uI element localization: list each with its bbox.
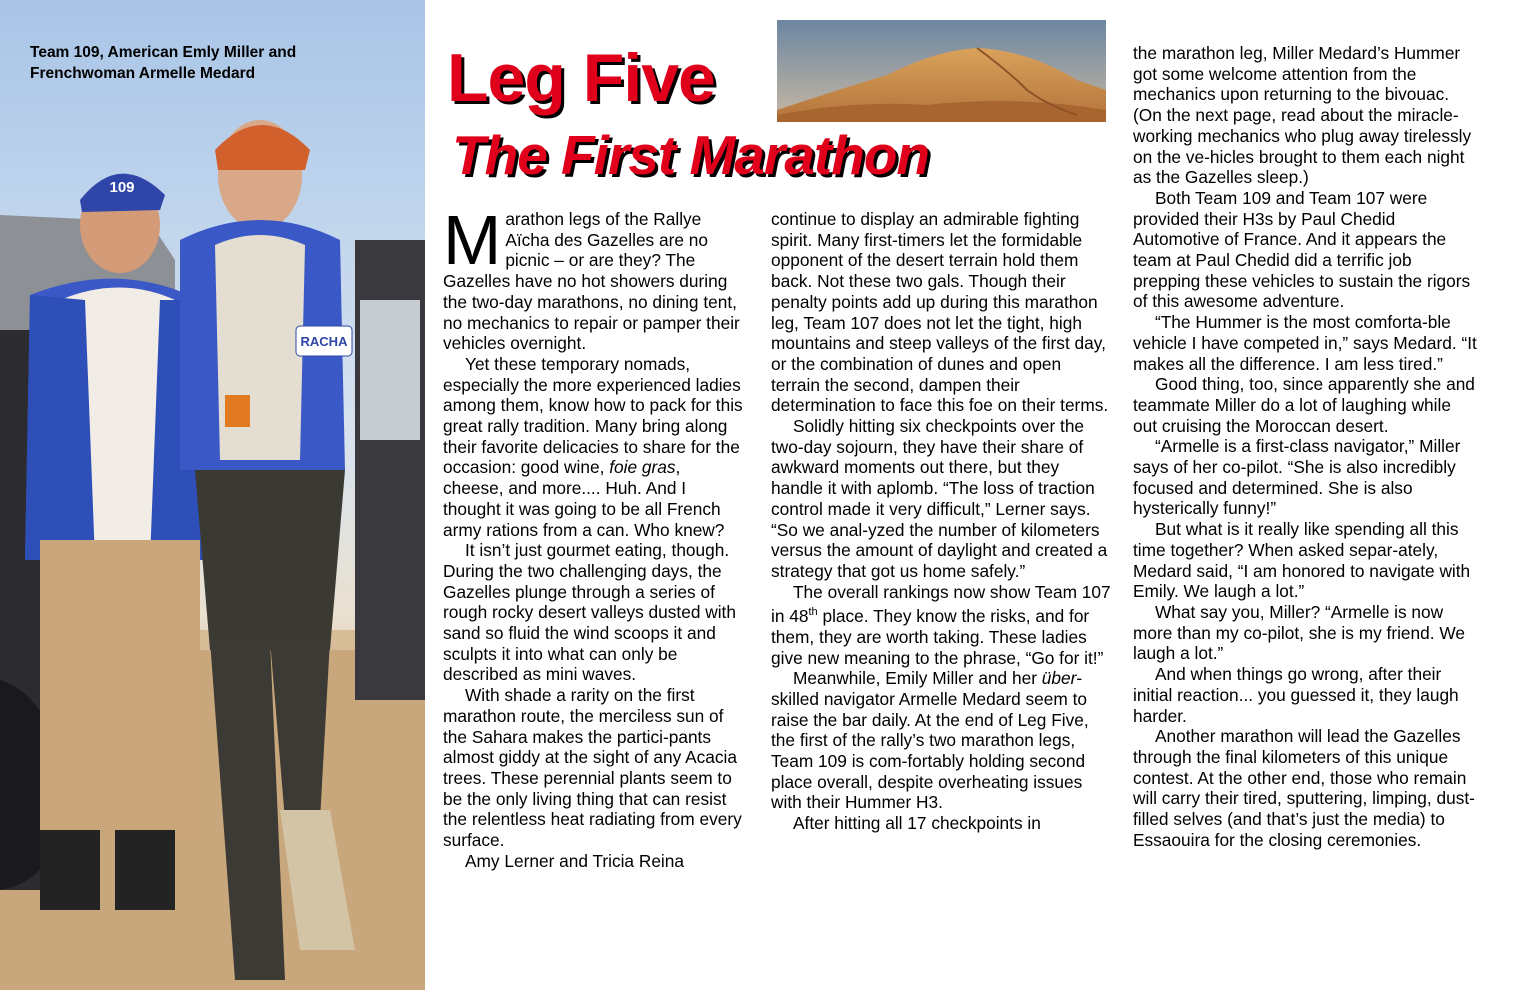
paragraph-text: -skilled navigator Armelle Medard seem to raise the bar daily. At the end of Leg Five, the first of the rally’s two marathon legs, Team 109 is com-fortably holding second place overall, despite overheating issues with their Hummer H3.: [771, 668, 1089, 813]
paragraph: [771, 668, 1111, 813]
paragraph-text: The overall rankings now show Team 107 in 48: [771, 581, 1111, 627]
paragraph: It isn’t just gourmet eating, though. During the two challenging days, the Gazelles plunge through a series of rough rocky desert valleys dusted with sand so fluid the wind scoops it and sculpts it into what can only be described as mini waves.: [443, 540, 736, 685]
paragraph: Another marathon will lead the Gazelles through the final kilometers of this unique contest. At the other end, those who remain will carry their tired, sputtering, limping, dust-filled selves (and that’s just the media) to Essaouira for the closing ceremonies.: [1133, 726, 1475, 850]
desert-dune-photo: [777, 20, 1106, 122]
photo-caption: [30, 42, 420, 84]
article-column-1: [443, 201, 743, 872]
team-photo-illustration: [0, 0, 425, 990]
paragraph-text: Meanwhile, Emily Miller and her: [793, 668, 1042, 689]
paragraph: the marathon leg, Miller Medard’s Hummer got some welcome attention from the mechanics upon returning to the bivouac. (On the next page, read about the miracle-working mechanics who plug away tirelessly on the ve-hicles brought to them each night as the Gazelles sleep.): [1133, 43, 1472, 188]
paragraph: What say you, Miller? “Armelle is now more than my co-pilot, she is my friend. We laugh a lot.”: [1133, 601, 1465, 664]
paragraph: Amy Lerner and Tricia Reina: [465, 850, 684, 871]
cap-number: 109: [109, 179, 135, 196]
vest-badge: RACHA: [300, 334, 348, 349]
article-column-2: [771, 209, 1111, 834]
paragraph: But what is it really like spending all this time together? When asked separ-ately, Medard said, “I am honored to navigate with Emily. We laugh a lot.”: [1133, 519, 1471, 602]
paragraph: After hitting all 17 checkpoints in: [793, 813, 1041, 834]
paragraph-text: , cheese, and more.... Huh. And I thought it was going to be all French army rations from a can. Who knew?: [443, 457, 725, 540]
paragraph: [443, 201, 743, 354]
italic-text: foie gras: [609, 457, 676, 478]
drop-cap: M: [443, 201, 502, 279]
paragraph: [771, 582, 1111, 669]
photo-caption-line-2: Frenchwoman Armelle Medard: [30, 65, 256, 82]
paragraph-text: Yet these temporary nomads, especially the more experienced ladies among them, know how to pack for this great rally tradition. Many bring along their favorite delicacies to share for the occasion: good wine,: [443, 353, 743, 478]
photo-caption-line-1: Team 109, American Emly Miller and: [30, 44, 297, 61]
paragraph: [443, 354, 743, 540]
article-title: Leg Five: [447, 40, 715, 116]
paragraph: And when things go wrong, after their initial reaction... you guessed it, they laugh harder.: [1133, 664, 1459, 726]
paragraph: continue to display an admirable fighting spirit. Many first-timers let the formidable opponent of the desert terrain hold them back. Not these two gals. Though their penalty points add up during this marathon leg, Team 107 does not let the tight, high mountains and steep valleys of the first day, or the combination of dunes and open terrain the second, dampen their determination to face this foe on their terms.: [771, 209, 1109, 416]
paragraph-text: place. They know the risks, and for them, they are worth taking. These ladies give new meaning to the phrase, “Go for it!”: [771, 606, 1104, 668]
article-column-3: [1133, 43, 1478, 850]
paragraph: Solidly hitting six checkpoints over the two-day sojourn, they have their share of awkward moments out there, but they handle it with aplomb. “The loss of traction control made it very difficult,” Lerner says. “So we anal-yzed the number of kilometers versus the amount of daylight and created a strategy that got us home safely.”: [771, 416, 1108, 581]
superscript: th: [808, 606, 818, 619]
paragraph: “Armelle is a first-class navigator,” Miller says of her co-pilot. “She is also incredibly focused and determined. She is also hysterically funny!”: [1133, 436, 1461, 519]
paragraph-text: arathon legs of the Rallye Aïcha des Gazelles are no picnic – or are they? The Gazelles have no hot showers during the two-day marathons, no dining tent, no mechanics to repair or pamper their vehicles overnight.: [443, 209, 740, 354]
paragraph: “The Hummer is the most comforta-ble vehicle I have competed in,” says Medard. “It makes all the difference. I am less tired.”: [1133, 312, 1477, 374]
team-photo: [0, 0, 425, 990]
paragraph: With shade a rarity on the first marathon route, the merciless sun of the Sahara makes the partici-pants almost giddy at the sight of any Acacia trees. These perennial plants seem to be the only living thing that can resist the relentless heat radiating from every surface.: [443, 685, 742, 851]
paragraph: Both Team 109 and Team 107 were provided their H3s by Paul Chedid Automotive of France. And it appears the team at Paul Chedid did a terrific job prepping these vehicles to sustain the rigors of this awesome adventure.: [1133, 187, 1471, 312]
italic-text: über: [1041, 668, 1077, 689]
paragraph: Good thing, too, since apparently she and teammate Miller do a lot of laughing while out cruising the Moroccan desert.: [1133, 374, 1475, 436]
article-subtitle: The First Marathon: [452, 124, 930, 186]
